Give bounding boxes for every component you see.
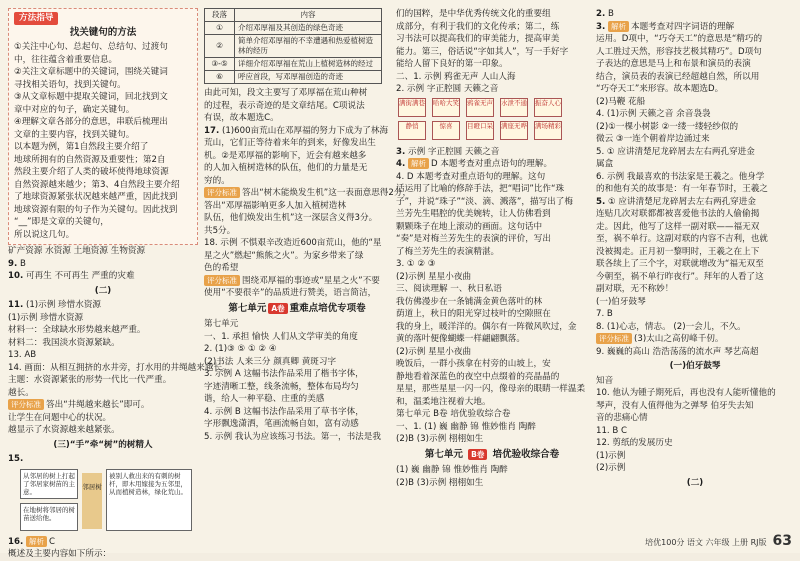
method-line: 地球所拥有的自然资源及重要性；第2自 [14,154,166,165]
answer-line: 4. D 本题考查对重点语句的理解。这句 [396,171,546,182]
answer-line: 11. B C [596,425,628,436]
method-box [8,8,198,245]
answer-line: 12. 剪纸的发展历史 [596,438,673,448]
unit-heading [396,449,588,462]
answer-line: 让学生在问题中心的状况。 [8,412,112,423]
unit-title: 培优验收综合卷 [489,448,560,460]
scoring-tag: 评分标准 [8,399,44,410]
section-heading: (二) [686,477,704,488]
q-number: 15. [8,454,24,464]
answer-line: 连贴几次对联都都被喜爱他书法的人偷偷揭 [596,209,760,219]
answer-line: 习书法可以提高我们的审美能力，提高审美 [396,34,560,44]
method-line: 自然资源越来越少；第3、4自然段主要介绍 [14,179,180,190]
answer-line: 9. 巍巍的高山 浩浩荡荡的流水声 琴艺高超 [596,346,759,357]
answer-line: (一)伯牙鼓琴 [596,296,646,307]
answer-line: 琴声，没有人值得他为之弹琴 伯牙失去知 [596,400,754,411]
answer-line: 能力。第三，俗话说“字如其人”，写一手好字 [396,46,569,57]
answer-line: 4. (1)示例 天籁之音 余音袅袅 [596,109,711,119]
paragraph-table [204,8,382,84]
unit-title: 重难点培优专项卷 [289,302,366,314]
answer-line: 副对联，无不称妙！ [596,284,674,294]
q-number: 3. [596,21,606,32]
answer-line: (2)马鞭 花船 [596,96,646,107]
answer-text: 可再生 不可再生 严重的灾难 [25,271,135,281]
answer-line: 的和他有关的故事是：有一年春节时，王羲之 [596,184,768,194]
answer-line: 结合，演员表的表演已经超越自然，所以用 [596,71,760,82]
table-cell: ⑥ [205,71,235,84]
answer-text: D 本题考查对重点语句的理解。 [430,159,553,169]
method-box-header: 方法指导 [14,12,58,25]
method-line: 了地球资源紧张状况越来越严重，因此找到 [14,192,178,202]
section-heading: (二) [94,285,112,296]
answer-line: 走。因此，他写了这样一副对联——福无双 [596,221,760,232]
grid-cell: 惊喜 [432,121,460,140]
method-line: 地球资源有限的句子作为关键句。因此找到 [14,204,178,215]
grid-cell: 哈哈大笑 [432,98,460,117]
grid-cell: 目瞪口呆 [466,121,494,140]
method-line: “__”即是文章的关键句， [14,217,109,227]
answer-text: 答出“树木能焕发生机”这一表面意思得2分， [242,188,412,198]
table-cell: 简单介绍邓厚福的不幸遭遇和热爱植树造林的经历 [235,35,382,58]
q-number: 9. [8,258,18,269]
answer-line: 矿产资源 水资源 土地资源 生物资源 [8,246,146,256]
method-line: 中，往往蕴含着重要信息。 [14,54,118,65]
answer-line: 我仿佛漫步在一条铺满金黄色落叶的林 [396,296,543,307]
answer-line: 今朝至，祸不单行昨夜行”。拜年的人看了这 [596,271,764,282]
method-line: 然段主要介绍了人类的破坏使得地球资源 [14,167,169,177]
answer-line: 2. 示例 字正腔圆 天籁之音 [396,84,499,94]
answer-line: 答出“邓厚福影响更多人加入植树造林 [204,200,346,211]
answer-line: 子表达的意思是马上和布景和演员的表演 [596,59,751,69]
answer-text: 围绕邓厚福的事迹或“星星之火”不要 [242,275,380,286]
grid-cell: 满场精彩 [534,121,562,140]
answer-text: B [607,9,614,19]
answer-line: 微云 ③一连个朝着岸边涌过来 [596,134,710,144]
scoring-tag: 评分标准 [204,275,240,286]
answer-line: 6. 示例 我最喜欢的书法家是王羲之。他身学 [596,171,765,182]
q-number: 10. [8,271,24,281]
method-line: 章中对应的句子，确定关键句。 [14,104,135,115]
answer-line: 没被揭走。正月初一黎明时，王羲之在上下 [596,246,760,257]
answer-line: 荫道上，秋日的阳光穿过枝叶的空隙照在 [396,309,551,319]
column-3 [396,8,588,489]
answer-line: 静地看着深蓝色的夜空中点缀着的亮晶晶的 [396,371,560,382]
q-number: 5. [596,196,606,207]
section-heading: (一)伯牙鼓琴 [669,361,721,371]
answer-text: 答出“井绳越来越长”即可。 [46,400,150,410]
answer-line: 概述及主要内容如下所示： [8,549,112,559]
answer-line: 荒山，它们正等待着来年的到来，好像发出生 [204,138,376,148]
unit-label: 第七单元 [424,448,467,460]
answer-line: 5. 示例 我认为应该练习书法。第一，书法是我 [204,431,381,442]
method-line: 以本题为例，第1自然段主要介绍了 [14,142,149,152]
answer-line: 能给人留下良好的第一印象。 [396,59,508,69]
answer-line: (2)示例 星星小夜曲 [396,346,472,357]
answer-text: (1)示例 珍惜水资源 [25,300,102,310]
unit-badge: B卷 [468,449,487,460]
answer-line: 3. ① ② ③ [396,259,436,269]
answer-text: B [19,258,26,269]
answer-line: 由此可知，段文主要写了邓厚福在荒山种树 [204,88,368,98]
answer-line: (2)B (3)示例 栩栩如生 [396,434,484,444]
scoring-tag: 评分标准 [204,187,240,198]
answer-line: 色的希望 [204,263,239,273]
answer-line: 13. AB [8,350,37,360]
answer-line: 成部分，有利于我们的文化传承；第二，练 [396,21,560,32]
answer-line: 穷的。 [204,175,230,186]
answer-line: 3. 示例 A 这幅书法作品采用了楷书字体， [204,369,364,379]
tree-trunk: 邻居树 [82,473,102,529]
table-cell: 详细介绍邓厚福在荒山上植树造林的经过 [235,58,382,71]
analysis-tag: 解析 [608,21,629,32]
answer-line: 14. 画面：从相互拥挤的水井旁，打水用的井绳越来越长。 [8,362,231,373]
grid-cell: 静悄 [398,121,426,140]
answer-line: 越显示了水资源越来越紧张。 [8,425,120,435]
table-cell: 介绍邓厚福及其创造的绿色奇迹 [235,22,382,35]
grid-cell: 满街满巷 [398,98,426,117]
answer-line: 2. (1)③ ⑤ ① ② ④ [204,344,277,354]
answer-line: 7. B [596,309,613,319]
answer-text: 示例 字正腔圆 天籁之音 [407,146,500,157]
answer-line: 10. 他认为锺子期死后，再也没有人能听懂他的 [596,388,776,398]
answer-line: (2)书法 人来三分 颜真卿 黄斑习字 [204,356,337,367]
answer-line: 和，温柔地注视着大地。 [396,396,491,407]
method-line: 文章的主要内容，找到关键句。 [14,129,135,140]
answer-line: 4. 示例 B 这幅书法作品采用了草书字体， [204,406,364,417]
unit-badge: A卷 [268,303,287,314]
answer-line: 使用“不要很辛”的品质进行赞美，语言简洁， [204,288,377,298]
q-number: 11. [8,300,24,310]
answer-line: 黄的落叶便像蝴蝶一样翩翩飘落。 [396,334,525,344]
q-number: 4. [396,159,406,169]
page-footer [645,532,792,550]
q-number: 2. [596,9,606,19]
diagram-box: 从邻居的树上打起了邻居家树苗的主意。 [20,469,78,499]
column-4 [596,8,794,491]
grid-cell: 满座无哗 [500,121,528,140]
method-line: 寻找相关语句，找到关键句。 [14,79,126,90]
diagram-box: 被别人救出来的有刺的树杆，即木用嫁接为五邻里，从而植树造林，绿化荒山。 [106,469,192,531]
answer-line: 5. ① 应讲清楚尼龙碎屑去左右两孔穿进金 [596,146,755,157]
unit-heading [204,303,390,316]
answer-text: (1)600亩荒山在邓厚福的努力下成为了林海 [221,125,389,136]
answer-line: 主题：水资源紧张的形势一代比一代严重。 [8,375,172,385]
answer-line: 一、1. 承担 愉快 人们从文学审美的角度 [204,331,358,342]
analysis-tag: 解析 [26,536,47,547]
answer-line: 字迹清晰工整，线条流畅，整体布局均匀 [204,381,359,392]
answer-line: (2)示例 星星小夜曲 [396,271,472,282]
table-cell: ② [205,35,235,58]
scoring-tag: 评分标准 [596,333,632,344]
method-box-title: 找关键句的方法 [69,26,137,38]
answer-line: 材料一：全球缺水形势越来越严重。 [8,325,146,335]
grid-cell: 鸦雀无声 [466,98,494,117]
q-number: 3. [396,146,406,157]
answer-line: 的过程，表示奇迹的是文章结尾。C项说法 [204,100,365,111]
q-number: 17. [204,125,220,136]
answer-line: 晚饭后，一群小孩拿在村旁的山坡上，安 [396,359,551,369]
answer-line: 8. (1)心志，情志。 (2)一会儿，不久。 [596,321,746,332]
answer-line: 第七单元 [204,319,239,329]
answer-line: “巧夺天工”来形容。故本题选D。 [596,84,724,94]
answer-line: 星星，那些星星一闪一闪，像母亲的眼睛一样温柔 [396,384,586,394]
answer-line: 运用。D项中，“巧夺天工”的意思是“精巧的 [596,34,763,44]
answer-line: “奏”是对梅兰芳先生的表演的评价，写出 [396,234,551,244]
answer-line: 的人加入植树造林的队伍，他们的力量是无 [204,163,368,173]
answer-line: 字形飘逸潇洒，笔画流畅自如，富有动感 [204,419,359,429]
answer-line: 我的身上，暖洋洋的。偶尔有一阵微风吹过，金 [396,321,577,332]
unit-label: 第七单元 [228,302,267,314]
answer-line: 18. 示例 不惧艰辛改造近600亩荒山，他的“星 [204,238,382,248]
word-grid [396,98,588,144]
grid-cell: 振奋人心 [534,98,562,117]
answer-line: 一、1. (1) 巍 幽静 锦 惟妙惟肖 陶醉 [396,421,536,432]
method-line: ③从文章标题中提取关键词，回北找到文 [14,92,168,102]
table-header: 内容 [235,9,382,22]
grid-cell: 水泄不通 [500,98,528,117]
answer-line: 话运用了比喻的修辞手法，把“唱词”比作“珠 [396,184,565,194]
answer-line: 机。②是邓厚福的影响下，近会有越来越多 [204,150,367,161]
analysis-tag: 解析 [408,158,429,169]
answer-line: 颗颗珠子在地上滚动的画面。这句话中 [396,221,543,232]
answer-line: (2)①一棵小树影 ②一缕一缕轻纱似的 [596,121,739,132]
answer-line: (1)示例 [596,450,626,461]
method-line: ①关注中心句、总起句、总结句、过渡句 [14,42,168,52]
section-heading: (三)“手”牵“树”的树精人 [53,439,153,450]
answer-line: 队伍，他们焕发出生机”这一深层含义得3分。 [204,213,378,223]
answer-line: 材料二：我国淡水资源紧缺。 [8,337,120,348]
answer-text: ① 应讲清楚尼龙碎屑去左右两孔穿进金 [607,196,756,207]
answer-line: 子”，并说“珠子”“淡、滴、溅落”，描写出了梅 [396,196,573,207]
method-line: 所以说这几句。 [14,229,75,240]
answer-line: 二、1. 示例 鸦雀无声 人山人海 [396,71,516,82]
answer-line: 人工胜过天然，形容技艺极其精巧”。D项句 [596,46,762,57]
answer-text: (3)太山之高仞峰千仞。 [634,334,724,344]
table-header: 段落 [205,9,235,22]
answer-line: (1)示例 珍惜水资源 [8,312,84,323]
answer-line: 星之火”燃起“熊熊之火”。为家乡带来了绿 [204,250,364,261]
footer-text: 培优100分 语文 六年级 上册 RJ版 [645,537,767,547]
q-number: 16. [8,536,24,547]
answer-line: 三、阅读理解 一、秋日私语 [396,284,502,294]
answer-line: 了梅兰芳先生的表演精湛。 [396,246,500,257]
answer-line: 有误，故本题选C。 [204,113,279,123]
answer-line: 至，祸不单行。这副对联的内容不吉利，也就 [596,234,768,244]
answer-line: 谐，给人一种平稳、庄重的美感 [204,394,325,404]
answer-line: 越长。 [8,387,34,398]
method-line: ④理解文章各部分的意思，串联后梳理出 [14,117,168,127]
table-cell: 呼应首段，写邓厚福创造的奇迹 [235,71,382,84]
table-cell: ③-⑤ [205,58,235,71]
answer-line: (2)示例 [596,463,626,473]
answer-line: 们的国粹，是中华优秀传统文化的重要组 [396,9,551,19]
answer-line: 联各续上了三个字，对联就增改为“福无双至 [596,259,764,269]
answer-line: 音的悲痛心情 [596,413,648,423]
answer-text: 本题考查对四字词语的理解 [630,21,735,32]
mindmap-diagram [8,469,198,533]
answer-line: 兰芳先生唱腔的优美婉转，让人仿佛看到 [396,209,551,219]
page-number: 63 [772,532,792,549]
answer-line: 属盒 [596,159,614,169]
answer-line: 第七单元 B卷 培优验收综合卷 [396,409,511,419]
answer-line: 知音 [596,375,614,386]
table-cell: ① [205,22,235,35]
method-line: ②关注文章标题中的关键词，围绕关键词 [14,67,168,77]
answer-line: (2)B (3)示例 栩栩如生 [396,477,484,488]
answer-line: (1) 巍 幽静 锦 惟妙惟肖 陶醉 [396,465,508,475]
answer-line: 共5分。 [204,225,236,236]
answer-text: C [48,536,55,547]
diagram-box: 在地树将邻居的树苗送给他。 [20,503,78,531]
